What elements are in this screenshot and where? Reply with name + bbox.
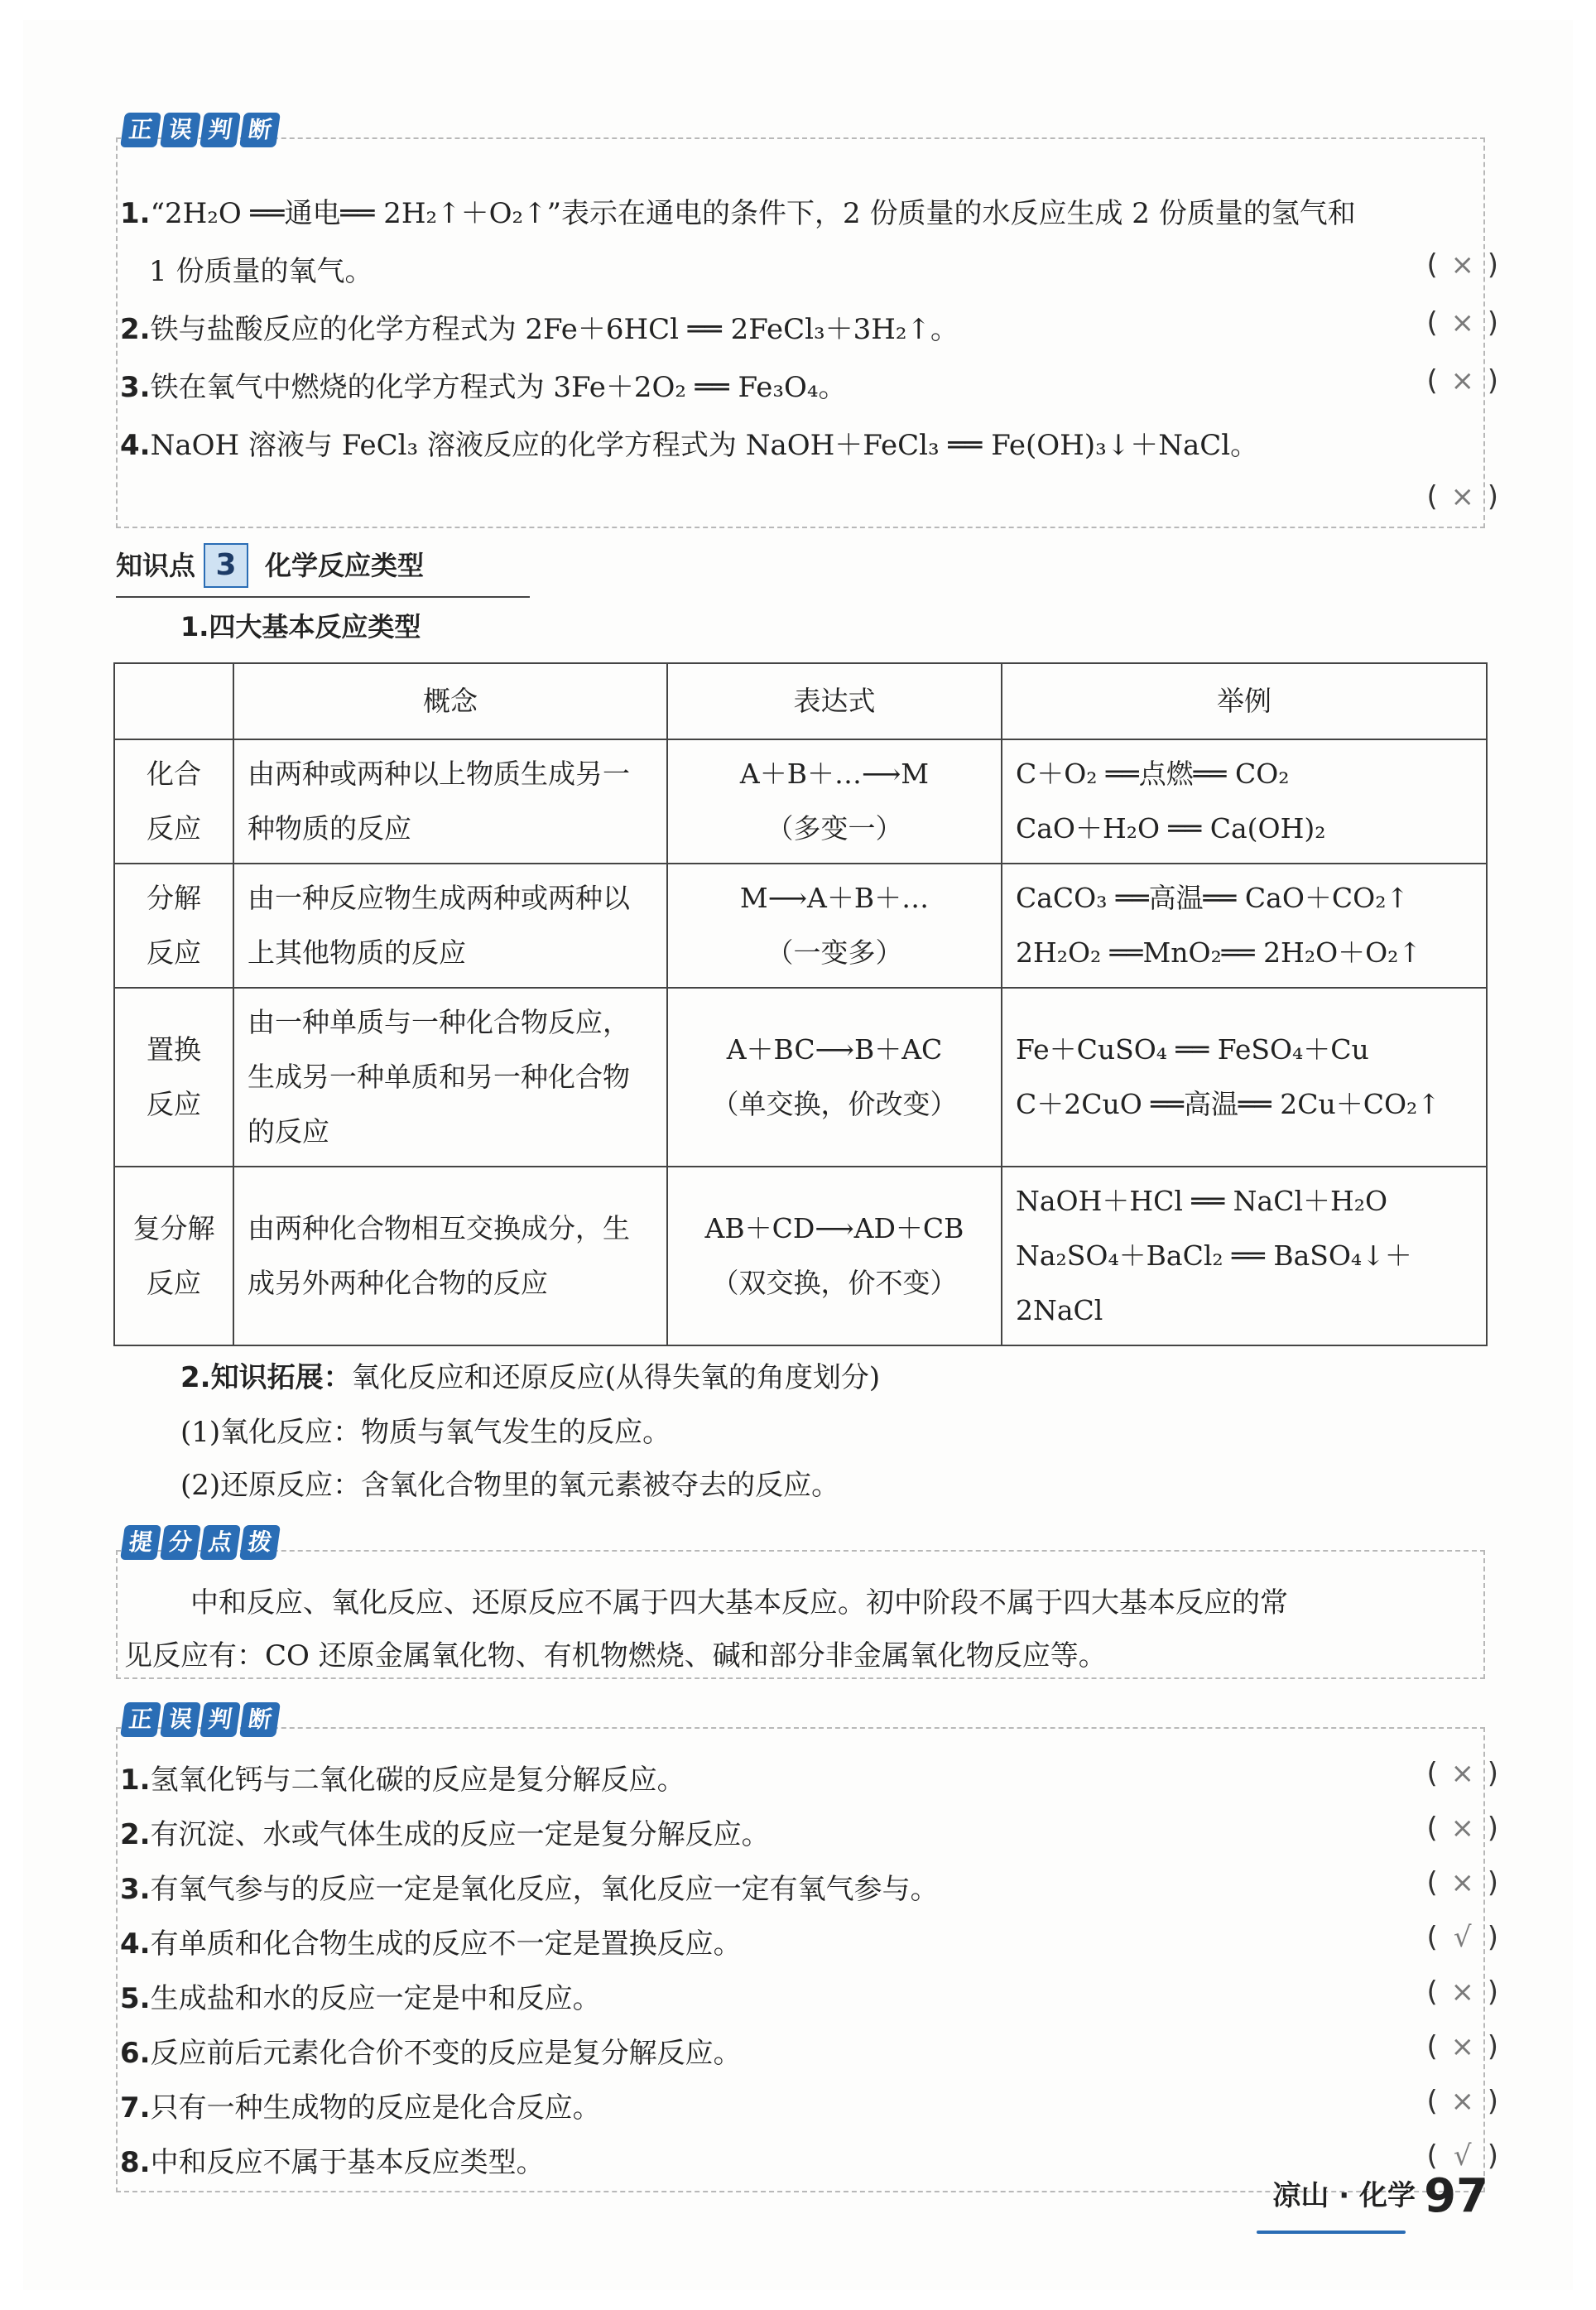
expr: M⟶A＋B＋… — [739, 882, 930, 914]
table-header-row — [114, 663, 1487, 739]
example: NaOH＋HCl ══ NaCl＋H₂O — [1016, 1185, 1388, 1217]
tag-char: 误 — [160, 1702, 201, 1737]
item-number: 7. — [120, 2091, 151, 2125]
item-text: NaOH 溶液与 FeCl₃ 溶液反应的化学方程式为 NaOH＋FeCl₃ ══ Fe(OH)₃↓＋NaCl。 — [150, 429, 1259, 462]
answer-bracket: ( × ) — [1426, 2085, 1498, 2118]
answer-mark: √ — [1453, 2139, 1472, 2173]
tag-char: 点 — [200, 1525, 241, 1560]
item-number: 1. — [120, 197, 151, 230]
tag-char: 正 — [120, 1702, 161, 1737]
extension-desc: 氧化反应和还原反应(从得失氧的角度划分) — [351, 1361, 881, 1394]
item-text: 铁在氧气中燃烧的化学方程式为 3Fe＋2O₂ ══ Fe₃O₄。 — [150, 371, 847, 404]
judge2-item-4 — [120, 1921, 742, 1961]
example: Fe＋CuSO₄ ══ FeSO₄＋Cu — [1016, 1033, 1369, 1066]
type-line: 反应 — [147, 936, 201, 969]
tag-char: 判 — [200, 113, 241, 147]
example-cell — [1002, 864, 1487, 988]
item-number: 3. — [120, 1873, 151, 1906]
type-line: 反应 — [147, 1267, 201, 1299]
answer-bracket: ( × ) — [1426, 1976, 1498, 2009]
expr-note: （单交换，价改变） — [711, 1088, 958, 1120]
answer-bracket: ( × ) — [1426, 1812, 1498, 1845]
expr-note: （多变一） — [766, 812, 903, 845]
example: 2H₂O₂ ══MnO₂══ 2H₂O＋O₂↑ — [1016, 936, 1422, 969]
tag-char: 正 — [120, 113, 161, 147]
judge2-item-8 — [120, 2139, 545, 2180]
item-text: 生成盐和水的反应一定是中和反应。 — [150, 1982, 601, 2015]
expr-note: （双交换，价不变） — [711, 1267, 958, 1299]
answer-bracket: ( × ) — [1426, 1757, 1498, 1790]
answer-mark: √ — [1453, 1921, 1472, 1954]
answer-mark: × — [1450, 2085, 1474, 2118]
answer-mark: × — [1450, 1757, 1474, 1790]
answer-mark: × — [1450, 1866, 1474, 1899]
concept-cell: 由一种反应物生成两种或两种以上其他物质的反应 — [233, 864, 667, 988]
expr: AB＋CD⟶AD＋CB — [704, 1212, 964, 1244]
answer-mark: × — [1450, 480, 1474, 513]
subheading-1: 1.四大基本反应类型 — [180, 611, 421, 642]
item-number: 5. — [120, 1982, 151, 2015]
answer-mark: × — [1450, 2030, 1474, 2063]
example: CaCO₃ ══高温══ CaO＋CO₂↑ — [1016, 882, 1410, 914]
section-rule — [116, 596, 530, 598]
extension-p1: (1)氧化反应：物质与氧气发生的反应。 — [180, 1416, 671, 1449]
answer-mark: × — [1450, 1812, 1474, 1845]
type-line: 反应 — [147, 1088, 201, 1120]
type-line: 置换 — [147, 1033, 201, 1066]
example: C＋2CuO ══高温══ 2Cu＋CO₂↑ — [1016, 1088, 1440, 1120]
item-text: 反应前后元素化合价不变的反应是复分解反应。 — [150, 2037, 742, 2070]
example-cell — [1002, 1167, 1487, 1345]
type-cell — [114, 1167, 233, 1345]
header-cell: 举例 — [1002, 663, 1487, 739]
tag-char: 断 — [239, 1702, 281, 1737]
item-text: 氢氧化钙与二氧化碳的反应是复分解反应。 — [150, 1764, 685, 1797]
extension-title — [180, 1355, 880, 1395]
judge1-item-4 — [120, 422, 1258, 463]
answer-bracket: ( √ ) — [1426, 2139, 1498, 2173]
type-line: 反应 — [147, 812, 201, 845]
item-number: 2. — [120, 313, 151, 346]
judge2-item-7 — [120, 2085, 601, 2125]
judge1-item-2 — [120, 306, 959, 347]
item-text: 有沉淀、水或气体生成的反应一定是复分解反应。 — [150, 1818, 770, 1851]
item-text: “2H₂O ══通电══ 2H₂↑＋O₂↑”表示在通电的条件下，2 份质量的水反应生成 2 份质量的氢气和 — [150, 197, 1356, 230]
tag-char: 拨 — [239, 1525, 281, 1560]
section-label: 知识点 — [116, 550, 196, 581]
expr: A＋B＋…⟶M — [739, 758, 930, 790]
item-text: 铁与盐酸反应的化学方程式为 2Fe＋6HCl ══ 2FeCl₃＋3H₂↑。 — [150, 313, 959, 346]
answer-bracket: ( × ) — [1426, 364, 1498, 397]
expr-cell — [667, 988, 1002, 1167]
example: CaO＋H₂O ══ Ca(OH)₂ — [1016, 812, 1326, 845]
tips-line-2: 见反应有：CO 还原金属氧化物、有机物燃烧、碱和部分非金属氧化物反应等。 — [124, 1639, 1107, 1672]
header-cell: 概念 — [233, 663, 667, 739]
judge2-item-1 — [120, 1757, 685, 1797]
example: 2NaCl — [1016, 1294, 1103, 1326]
answer-bracket: ( √ ) — [1426, 1921, 1498, 1954]
type-cell — [114, 739, 233, 864]
item-text: 中和反应不属于基本反应类型。 — [150, 2146, 545, 2179]
example-cell — [1002, 988, 1487, 1167]
type-line: 复分解 — [132, 1212, 215, 1244]
expr: A＋BC⟶B＋AC — [726, 1033, 943, 1066]
table-row — [114, 1167, 1487, 1345]
item-text: 有单质和化合物生成的反应不一定是置换反应。 — [150, 1927, 742, 1961]
example-cell — [1002, 739, 1487, 864]
answer-mark: × — [1450, 364, 1474, 397]
item-text: 只有一种生成物的反应是化合反应。 — [150, 2091, 601, 2125]
type-line: 分解 — [147, 882, 201, 914]
answer-bracket: ( × ) — [1426, 1866, 1498, 1899]
judge2-item-2 — [120, 1812, 770, 1852]
page-number: 97 — [1424, 2169, 1488, 2223]
type-cell — [114, 864, 233, 988]
header-cell: 表达式 — [667, 663, 1002, 739]
example: Na₂SO₄＋BaCl₂ ══ BaSO₄↓＋ — [1016, 1239, 1412, 1272]
answer-bracket: ( × ) — [1426, 306, 1498, 339]
judge2-item-5 — [120, 1976, 601, 2016]
section-number: 3 — [204, 543, 248, 588]
item-number: 1. — [120, 1764, 151, 1797]
answer-bracket: ( × ) — [1426, 480, 1498, 513]
item-number: 6. — [120, 2037, 151, 2070]
item-number: 3. — [120, 371, 151, 404]
extension-p2: (2)还原反应：含氧化合物里的氧元素被夺去的反应。 — [180, 1469, 840, 1502]
judge1-item-3 — [120, 364, 847, 405]
expr-cell — [667, 1167, 1002, 1345]
answer-mark: × — [1450, 1976, 1474, 2009]
tag-char: 分 — [160, 1525, 201, 1560]
tag-char: 误 — [160, 113, 201, 147]
expr-cell — [667, 864, 1002, 988]
tag-char: 提 — [120, 1525, 161, 1560]
item-number: 4. — [120, 429, 151, 462]
item-text: 有氧气参与的反应一定是氧化反应，氧化反应一定有氧气参与。 — [150, 1873, 939, 1906]
tips-line-1: 中和反应、氧化反应、还原反应不属于四大基本反应。初中阶段不属于四大基本反应的常 — [190, 1586, 1288, 1619]
judge-tag-2 — [123, 1702, 278, 1737]
expr-note: （一变多） — [766, 936, 903, 969]
expr-cell — [667, 739, 1002, 864]
reaction-types-table — [113, 662, 1488, 1346]
footer-rule — [1257, 2231, 1406, 2234]
item-number: 8. — [120, 2146, 151, 2179]
answer-bracket: ( × ) — [1426, 2030, 1498, 2063]
tips-tag — [123, 1525, 278, 1560]
judge1-item-1-cont: 1 份质量的氧气。 — [149, 255, 373, 288]
tag-char: 断 — [239, 113, 281, 147]
concept-cell: 由一种单质与一种化合物反应，生成另一种单质和另一种化合物的反应 — [233, 988, 667, 1167]
item-number: 4. — [120, 1927, 151, 1961]
table-row — [114, 739, 1487, 864]
answer-bracket: ( × ) — [1426, 248, 1498, 282]
judge1-item-1 — [120, 190, 1356, 231]
judge-tag-1 — [123, 113, 278, 147]
tag-char: 判 — [200, 1702, 241, 1737]
judge2-item-3 — [120, 1866, 939, 1907]
example: C＋O₂ ══点燃══ CO₂ — [1016, 758, 1290, 790]
footer-text: 凉山 · 化学 — [1272, 2179, 1416, 2212]
page-footer — [1272, 2169, 1488, 2223]
table-row — [114, 864, 1487, 988]
type-cell — [114, 988, 233, 1167]
section-title — [116, 543, 424, 588]
concept-cell: 由两种或两种以上物质生成另一种物质的反应 — [233, 739, 667, 864]
answer-mark: × — [1450, 248, 1474, 282]
header-cell — [114, 663, 233, 739]
type-line: 化合 — [147, 758, 201, 790]
judge2-item-6 — [120, 2030, 742, 2071]
table-row — [114, 988, 1487, 1167]
answer-mark: × — [1450, 306, 1474, 339]
extension-label: 2.知识拓展： — [180, 1361, 352, 1394]
item-number: 2. — [120, 1818, 151, 1851]
concept-cell: 由两种化合物相互交换成分，生成另外两种化合物的反应 — [233, 1167, 667, 1345]
section-heading: 化学反应类型 — [265, 550, 425, 581]
